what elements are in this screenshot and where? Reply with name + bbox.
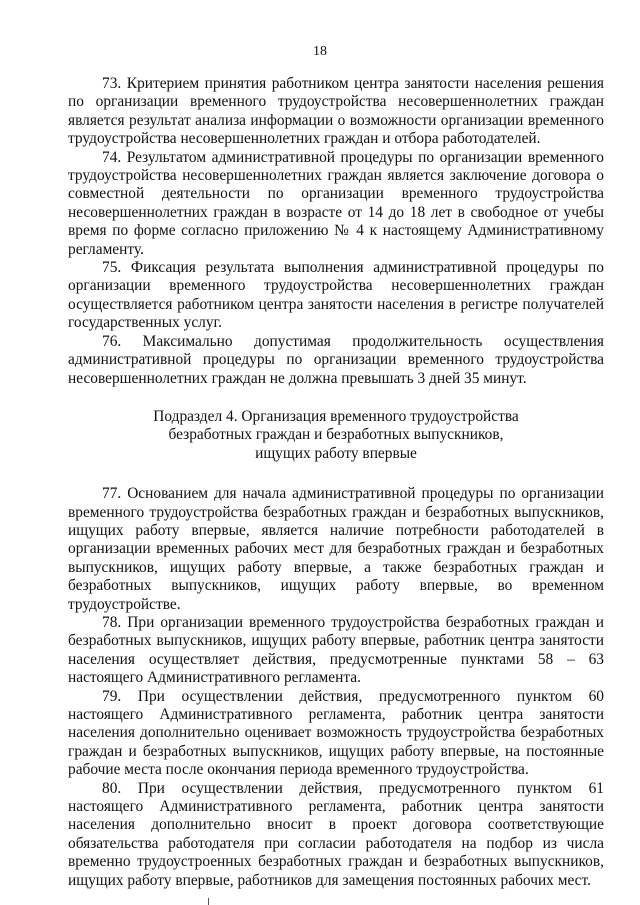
document-body xyxy=(68,75,604,890)
subsection-heading-line-3: ищущих работу впервые xyxy=(255,444,417,462)
paragraph-77: 77. Основанием для начала административной процедуры по организации временного трудоустройства безработных граждан и безработных выпускников, ищущих работу впервые, является наличие потребности работодателей в организации временных рабочих мест для безработных граждан и безработных выпускников, ищущих работу впервые, а также безработных граждан и безработных выпускников, ищущих работу впервые, во временном трудоустройстве. xyxy=(68,485,604,613)
paragraph-75: 75. Фиксация результата выполнения административной процедуры по организации временного трудоустройства несовершеннолетних граждан осуществляется работником центра занятости населения в регистре получателей государственных услуг. xyxy=(68,259,604,332)
subsection-heading-line-1: Подраздел 4. Организация временного трудоустройства xyxy=(153,407,519,425)
page-number: 18 xyxy=(313,44,327,59)
paragraph-73: 73. Критерием принятия работником центра занятости населения решения по организации временного трудоустройства несовершеннолетних граждан является результат анализа информации о возможности организации временного трудоустройства несовершеннолетних граждан и отбора работодателей. xyxy=(68,75,604,148)
paragraph-80: 80. При осуществлении действия, предусмотренного пунктом 61 настоящего Административного регламента, работник центра занятости населения дополнительно вносит в проект договора соответствующие обязательства работодателя при согласии работодателя на подбор из числа временно трудоустроенных безработных граждан и безработных выпускников, ищущих работу впервые, работников для замещения постоянных рабочих мест. xyxy=(68,779,604,889)
paragraph-74: 74. Результатом административной процедуры по организации временного трудоустройства несовершеннолетних граждан является заключение договора о совместной деятельности по организации временного трудоустройства несовершеннолетних граждан в возрасте от 14 до 18 лет в свободное от учебы время по форме согласно приложению № 4 к настоящему Административному регламенту. xyxy=(68,148,604,258)
subsection-heading-line-2: безработных граждан и безработных выпускников, xyxy=(168,426,504,444)
subsection-heading xyxy=(68,408,604,463)
paragraph-78: 78. При организации временного трудоустройства безработных граждан и безработных выпускников, ищущих работу впервые, работник центра занятости населения осуществляет действия, предусмотренные пунктами 58 – 63 настоящего Административного регламента. xyxy=(68,613,604,687)
scan-artifact xyxy=(208,898,209,905)
paragraph-76: 76. Максимально допустимая продолжительность осуществления административной процедуры по организации временного трудоустройства несовершеннолетних граждан не должна превышать 3 дней 35 минут. xyxy=(68,332,604,387)
paragraph-79: 79. При осуществлении действия, предусмотренного пунктом 60 настоящего Административного регламента, работник центра занятости населения дополнительно оценивает возможность трудоустройства безработных граждан и безработных выпускников, ищущих работу впервые, на постоянные рабочие места после окончания периода временного трудоустройства. xyxy=(68,687,604,779)
